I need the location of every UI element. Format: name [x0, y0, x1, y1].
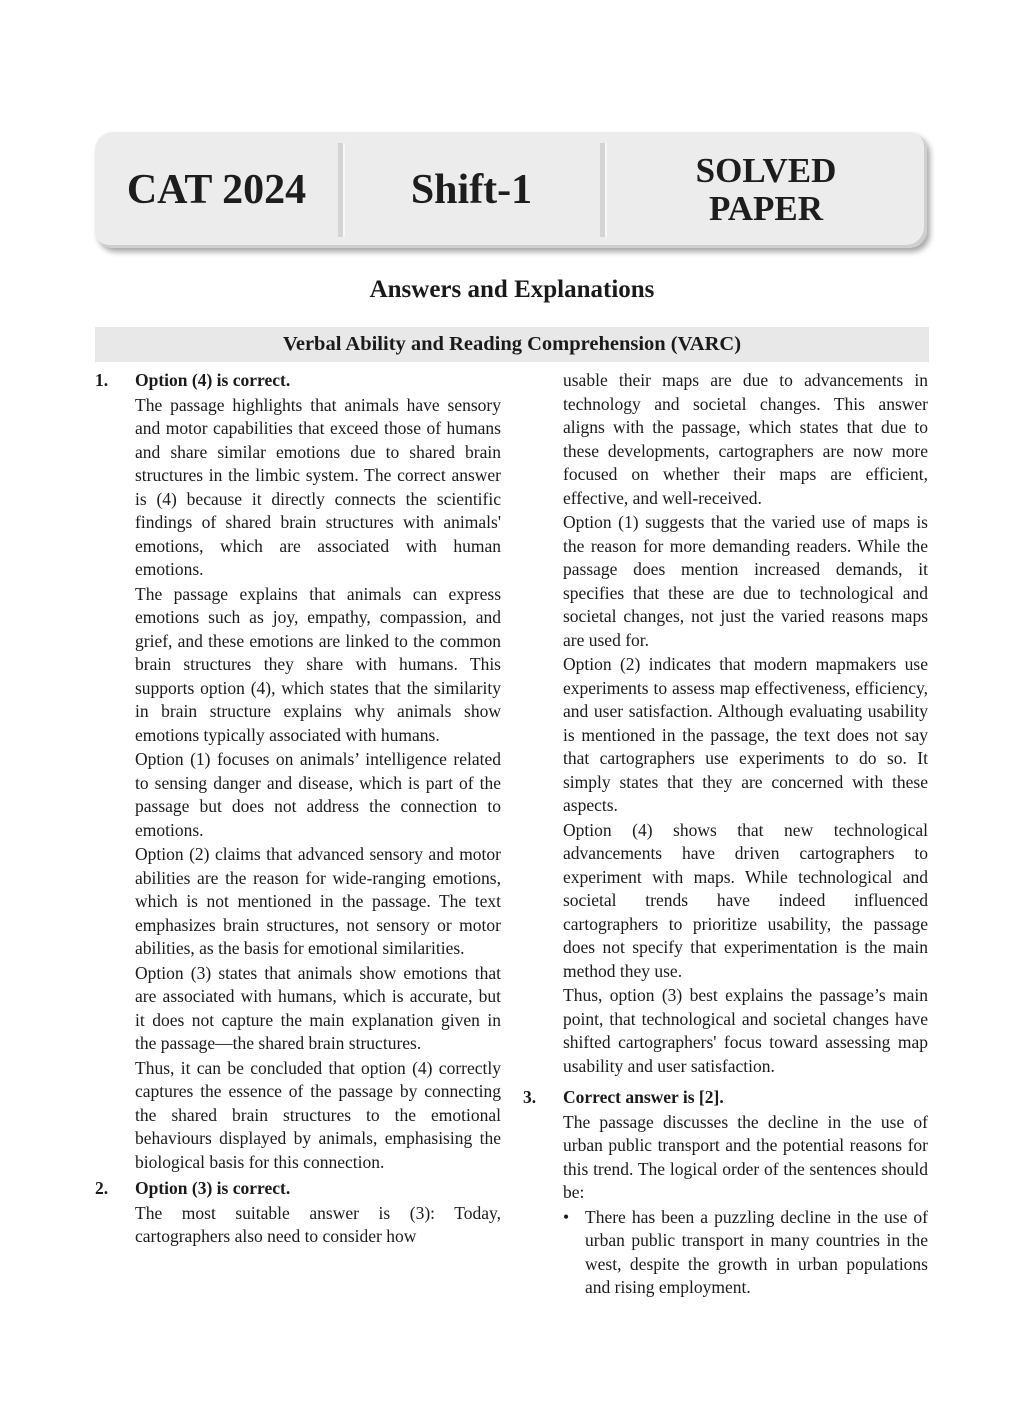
header-banner — [95, 132, 927, 248]
shift-label: Shift-1 — [410, 167, 533, 213]
question-number: 2. — [95, 1178, 109, 1198]
answer-2-continued — [523, 369, 928, 1078]
explanation-paragraph: Thus, option (3) best explains the passage’s main point, that technological and societal changes have shifted cartographers' focus toward assessing map usability and user satisfaction. — [563, 985, 928, 1076]
explanation-paragraph: Thus, it can be concluded that option (4) correctly captures the essence of the passage by connecting the shared brain structures to the emotional behaviours displayed by animals, emphasising the biological basis for this connection. — [135, 1057, 501, 1172]
explanation-paragraph: usable their maps are due to advancements in technology and societal changes. This answer aligns with the passage, which states that due to these developments, cartographers are now more focused on whether their maps are efficient, effective, and well-received. — [563, 370, 928, 508]
paper-label-line1: SOLVED — [695, 150, 837, 190]
bullet-text: There has been a puzzling decline in the use of urban public transport in many countries in the west, despite the growth in urban populations and rising employment. — [585, 1206, 928, 1297]
subsection-title: Verbal Ability and Reading Comprehension (VARC) — [95, 327, 929, 362]
right-column — [523, 369, 928, 1301]
explanation-paragraph: The passage highlights that animals have sensory and motor capabilities that exceed those of humans and share similar emotions due to shared brain structures in the limbic system. The correct answer is (4) because it directly connects the scientific findings of shared brain structures with animals' emotions, which are associated with human emotions. — [135, 394, 501, 579]
question-number: 1. — [95, 370, 109, 390]
explanation-paragraph: Option (1) focuses on animals’ intelligence related to sensing danger and disease, which is part of the passage but does not address the connection to emotions. — [135, 749, 501, 840]
explanation-paragraph: The passage explains that animals can express emotions such as joy, empathy, compassion, and grief, and these emotions are linked to the common brain structures they share with humans. This supports option (4), which states that the similarity in brain structure explains why animals show emotions typically associated with humans. — [135, 583, 501, 745]
answer-3 — [523, 1086, 928, 1300]
left-column — [95, 369, 501, 1250]
exam-title: CAT 2024 — [126, 167, 307, 213]
explanation-paragraph: Option (2) claims that advanced sensory and motor abilities are the reason for wide-ranging emotions, which is not mentioned in the passage. The text emphasizes brain structures, not sensory or motor abilities, as the basis for emotional similarities. — [135, 844, 501, 958]
paper-label-line2: PAPER — [708, 189, 824, 228]
explanation-paragraph: The most suitable answer is (3): Today, cartographers also need to consider how — [135, 1202, 501, 1246]
bullet-icon: • — [563, 1206, 570, 1227]
paper-label — [605, 132, 927, 248]
answer-heading: Correct answer is [2]. — [563, 1087, 724, 1107]
explanation-paragraph: Option (4) shows that new technological advancements have driven cartographers to experiment with maps. While technological and societal trends have indeed influenced cartographers to prioritize usability, the passage does not specify that experimentation is the main method they use. — [563, 819, 928, 981]
explanation-paragraph: The passage discusses the decline in the use of urban public transport and the potential reasons for this trend. The logical order of the sentences should be: — [563, 1111, 928, 1202]
answer-1 — [95, 369, 501, 1174]
explanation-paragraph: Option (2) indicates that modern mapmakers use experiments to assess map effectiveness, efficiency, and user satisfaction. Although evaluating usability is mentioned in the passage, the text does not say that cartographers use experiments to do so. It simply states that they are concerned with these aspects. — [563, 654, 928, 815]
explanation-paragraph: Option (1) suggests that the varied use of maps is the reason for more demanding readers. While the passage does mention increased demands, it specifies that these are due to technological and societal changes, not just the varied reasons maps are used for. — [563, 512, 928, 650]
bullet-item — [563, 1206, 928, 1300]
answer-2 — [95, 1177, 501, 1249]
answer-heading: Option (3) is correct. — [135, 1178, 291, 1198]
question-number: 3. — [523, 1087, 537, 1107]
answer-heading: Option (4) is correct. — [135, 370, 291, 390]
explanation-paragraph: Option (3) states that animals show emotions that are associated with humans, which is accurate, but it does not capture the main explanation given in the passage—the shared brain structures. — [135, 962, 501, 1053]
section-title: Answers and Explanations — [369, 276, 655, 303]
